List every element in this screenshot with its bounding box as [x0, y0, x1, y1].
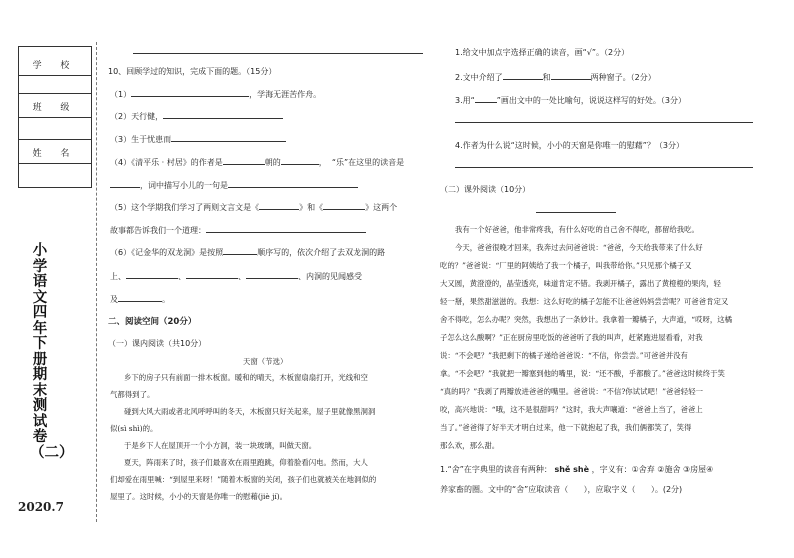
answer-line: [455, 122, 753, 123]
q10-line-7: 故事都告诉我们一个道理：: [110, 224, 366, 236]
name-label: 姓 名: [32, 149, 78, 159]
reading-line-8: 说：“不会吧？”我把剩下的橘子递给爸爸说：“不信，你尝尝。”可爸爸并没有: [440, 351, 688, 360]
article-title: 天窗（节选）: [243, 357, 288, 366]
q10-line-9: 上、 、 、 、内洞的见闻感受: [110, 272, 362, 281]
exam-date: 2020.7: [18, 500, 64, 514]
para-1: 乡下的房子只有前面一排木板窗。暖和的晴天，木板窗扇扇打开，光线和空: [124, 373, 368, 382]
binding-line: [96, 42, 97, 522]
q10-header: 10、回顾学过的知识，完成下面的题。（15分）: [108, 67, 277, 76]
q10-line-8: （6）《记金华的双龙洞》是按照 顺序写的，依次介绍了去双龙洞的路: [110, 248, 386, 257]
q1: 1.给文中加点字选择正确的读音，画“√”。（2分）: [455, 48, 630, 57]
section-2-title: 二、阅读空间（20分）: [108, 317, 197, 327]
reading-line-2: 今天，爸爸很晚才回来，我奔过去问爸爸说：“爸爸，今天给我带来了什么好: [455, 243, 703, 252]
para-2-cont: 似(sì shì)的。: [110, 424, 158, 433]
reading-line-4: 大又圆，黄澄澄的，晶莹透亮，味道肯定不错。我剥开橘子，露出了黄橙橙的果肉，轻: [440, 279, 721, 288]
reading-line-10: “真的吗？”我剥了两瓣放进爸爸的嘴里。爸爸说：“不信?你试试吧！”爸爸轻轻一: [440, 387, 703, 396]
para-4: 夏天，阵雨来了时，孩子们最喜欢在雨里跑跳，仰着脸看闪电。然而，大人: [124, 458, 368, 467]
answer-line: [133, 53, 423, 54]
q10-line-2: （2）天行健，: [110, 110, 283, 122]
para-1-cont: 气都得到了。: [110, 390, 155, 399]
q3: 3.用“ ”画出文中的一处比喻句，说说这样写的好处。（3分）: [455, 96, 687, 105]
q10-line-5: ，词中描写小儿的一句是: [110, 179, 358, 191]
q10-line-3: （3）生于忧患而: [110, 133, 286, 145]
para-4-cont: 们却爱在雨里喊：“到屋里来呀！”随着木板窗的关闭，孩子们也就被关在地洞似的: [110, 475, 377, 484]
q5-line-1: 1.“舍”在字典里的读音有两种： shě shè ，字义有：①舍弃 ②施舍 ③房屋④: [440, 465, 714, 474]
reading-line-1: 我有一个好爸爸，他非常疼我，有什么好吃的自己舍不得吃，都留给我吃。: [455, 225, 699, 234]
reading-line-7: 子怎么这么酸啊？”正在厨房里吃饭的爸爸听了我的叫声，赶紧跑进屋看看，对我: [440, 333, 703, 342]
reading-line-12: 当了。”爸爸得了好半天才明白过来，他一下就抱起了我，我们俩都笑了，笑得: [440, 423, 692, 432]
divider: [19, 163, 91, 164]
q10-line-1: （1） ，学海无涯苦作舟。: [110, 90, 322, 99]
reading-line-3: 吃的？”爸爸说：“厂里的阿姨给了我一个橘子，叫我带给你。”只见那个橘子又: [440, 261, 692, 270]
q2: 2.文中介绍了 和 两种窗子。（2分）: [455, 73, 656, 82]
q10-line-4: （4）《清平乐 · 村居》的作者是 朝的 ， “乐”在这里的读音是: [110, 158, 405, 167]
q5-line-2: 养家畜的圈。文中的“舍”应取读音（ ），应取字义（ ）。(2分): [440, 485, 683, 494]
student-info-box: [18, 46, 92, 188]
divider: [19, 139, 91, 140]
divider: [19, 117, 91, 118]
subsection-1-title: （一）课内阅读（共10分）: [108, 339, 207, 348]
class-label: 班 级: [32, 103, 78, 113]
subsection-2-title: （二）课外阅读（10分）: [440, 185, 531, 194]
reading-line-9: 拿。“不会吧？”我就把一瓣塞到他的嘴里，说：“还不酸，乎都酸了。”爸爸这时候终于笑: [440, 369, 725, 378]
q4: 4.作者为什么说“这时候，小小的天窗是你唯一的慰藉”？（3分）: [455, 141, 685, 150]
reading-line-5: 轻一掰，果然甜滋滋的。我想：这么好吃的橘子怎能不让爸爸妈妈尝尝呢？可爸爸肯定又: [440, 297, 729, 306]
exam-title: 小学语文四年下册期末测试卷（二）: [30, 242, 74, 461]
divider: [19, 75, 91, 76]
answer-line: [455, 167, 753, 168]
para-2: 碰到大风大雨或者北风呼呼叫的冬天，木板窗只好关起来，屋子里就像黑洞洞: [124, 407, 376, 416]
divider: [19, 93, 91, 94]
school-label: 学 校: [32, 61, 78, 71]
q10-line-10: 及 。: [110, 295, 170, 304]
reading-line-11: 咬，高兴地说：“哦，这不是很甜吗？”这时，我大声嚷道：“爸爸上当了，爸爸上: [440, 405, 703, 414]
q10-line-6: （5）这个学期我们学习了两则文言文是《 》和《 》这两个: [110, 203, 398, 212]
reading-line-6: 舍不得吃，怎么办呢？突然，我想出了一条妙计。我拿着一瓣橘子，大声道，“哎呀，这橘: [440, 315, 733, 324]
reading-line-13: 那么欢，那么甜。: [440, 441, 500, 450]
para-4-end: 屋里了。这时候，小小的天窗是你唯一的慰藉(jiè jí)。: [110, 492, 288, 501]
para-3: 于是乡下人在屋顶开一个小方洞，装一块玻璃，叫做天窗。: [124, 441, 317, 450]
title-blank: [536, 212, 616, 213]
